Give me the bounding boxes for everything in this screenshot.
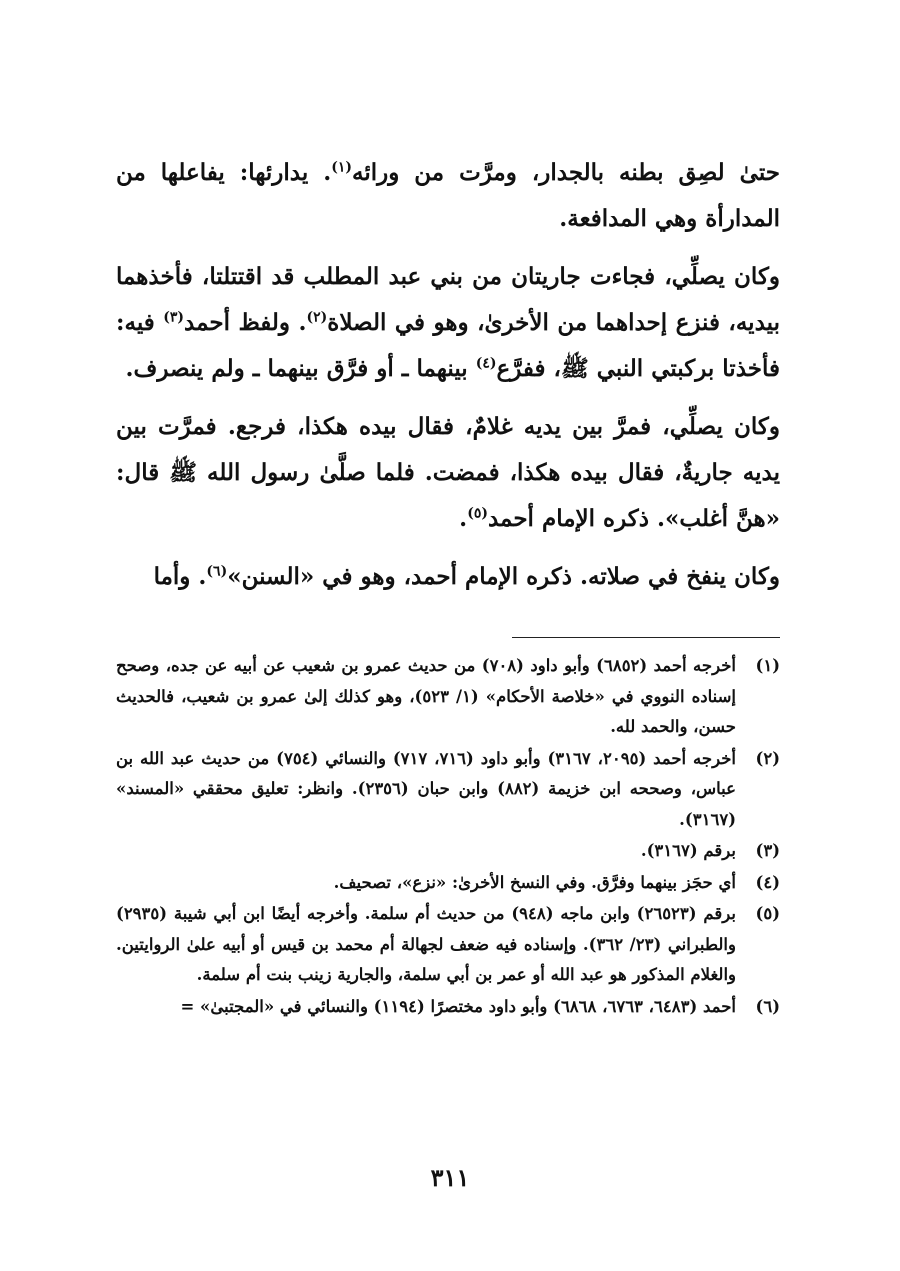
footnotes [116, 651, 780, 1023]
footnote-number: (٦) [755, 996, 780, 1016]
paragraph-4 [116, 554, 780, 600]
paragraph-2 [116, 254, 780, 392]
footnote-ref-2[interactable]: (٢) [306, 309, 328, 326]
paragraph-1 [116, 150, 780, 242]
footnote-text: برقم (٢٦٥٢٣) وابن ماجه (٩٤٨) من حديث أم سلمة. وأخرجه أيضًا ابن أبي شيبة (٢٩٣٥) والطبراني (٢٣/ ٣٦٢). وإسناده فيه ضعف لجهالة أم محمد بن قيس أو أبيه علىٰ الروايتين. والغلام المذكور هو عبد الله أو عمر بن أبي سلمة، والجارية زينب بنت أم سلمة. [116, 904, 736, 984]
footnote-6 [116, 992, 780, 1023]
main-text [116, 150, 780, 612]
footnote-number: (١) [755, 656, 780, 675]
footnote-text: أخرجه أحمد (٢٠٩٥، ٣١٦٧) وأبو داود (٧١٦، ٧١٧) والنسائي (٧٥٤) من حديث عبد الله بن عباس، وصححه ابن خزيمة (٨٨٢) وابن حبان (٢٣٥٦). وانظر: تعليق محققي «المسند» (٣١٦٧). [116, 748, 737, 829]
footnote-3 [116, 836, 780, 867]
text-run: . وأما [153, 563, 207, 590]
paragraph-3 [116, 404, 780, 542]
text-run: حتىٰ لصِق بطنه بالجدار، ومرَّت من ورائه [351, 159, 780, 186]
text-run: . ولفظ أحمد [184, 309, 307, 336]
footnote-5 [116, 899, 780, 991]
footnote-1 [116, 651, 780, 743]
footnote-text: أحمد (٦٤٨٣، ٦٧٦٣، ٦٨٦٨) وأبو داود مختصرًا (١١٩٤) والنسائي في «المجتبىٰ» = [180, 996, 736, 1016]
footnote-number: (٢) [755, 748, 780, 768]
footnote-separator [512, 637, 780, 638]
footnote-text: أي حجَز بينهما وفرَّق. وفي النسخ الأخرىٰ: «نزع»، تصحيف. [333, 872, 736, 892]
footnote-ref-5[interactable]: (٥) [467, 505, 488, 522]
text-run: فيه: فأخذتا بركبتي النبي ﷺ، ففرَّع [116, 309, 780, 382]
footnote-text: برقم (٣١٦٧). [640, 841, 736, 860]
footnote-number: (٥) [755, 904, 780, 923]
text-run: . يدارئها: يفاعلها من المدارأة وهي المدافعة. [116, 159, 780, 232]
footnote-ref-3[interactable]: (٣) [163, 309, 184, 326]
text-run: وكان ينفخ في صلاته. ذكره الإمام أحمد، وهو في «السنن» [227, 563, 780, 590]
text-run: وكان يصلِّي، فجاءت جاريتان من بني عبد المطلب قد اقتتلتا، فأخذهما بيديه، فنزع إحداهما من الأخرىٰ، وهو في الصلاة [116, 263, 780, 336]
text-run: . [459, 505, 468, 532]
footnote-ref-1[interactable]: (١) [331, 159, 352, 176]
footnote-ref-6[interactable]: (٦) [206, 563, 228, 580]
footnote-number: (٤) [755, 872, 780, 892]
footnote-4 [116, 868, 780, 899]
footnote-text: أخرجه أحمد (٦٨٥٢) وأبو داود (٧٠٨) من حديث عمرو بن شعيب عن أبيه عن جده، وصحح إسناده النووي في «خلاصة الأحكام» (١/ ٥٢٣)، وهو كذلك إلىٰ عمرو بن شعيب، فالحديث حسن، والحمد لله. [116, 656, 736, 736]
footnote-ref-4[interactable]: (٤) [475, 355, 497, 372]
footnote-number: (٣) [755, 841, 780, 860]
text-run: وكان يصلِّي، فمرَّ بين يديه غلامٌ، فقال بيده هكذا، فرجع. فمرَّت بين يديه جاريةٌ، فقال بيده هكذا، فمضت. فلما صلَّىٰ رسول الله ﷺ قال: «هنَّ أغلب». ذكره الإمام أحمد [116, 413, 780, 532]
page-number: ٣١١ [430, 1163, 470, 1192]
footnote-2 [116, 744, 780, 836]
text-run: بينهما ـ أو فرَّق بينهما ـ ولم ينصرف. [125, 355, 476, 382]
